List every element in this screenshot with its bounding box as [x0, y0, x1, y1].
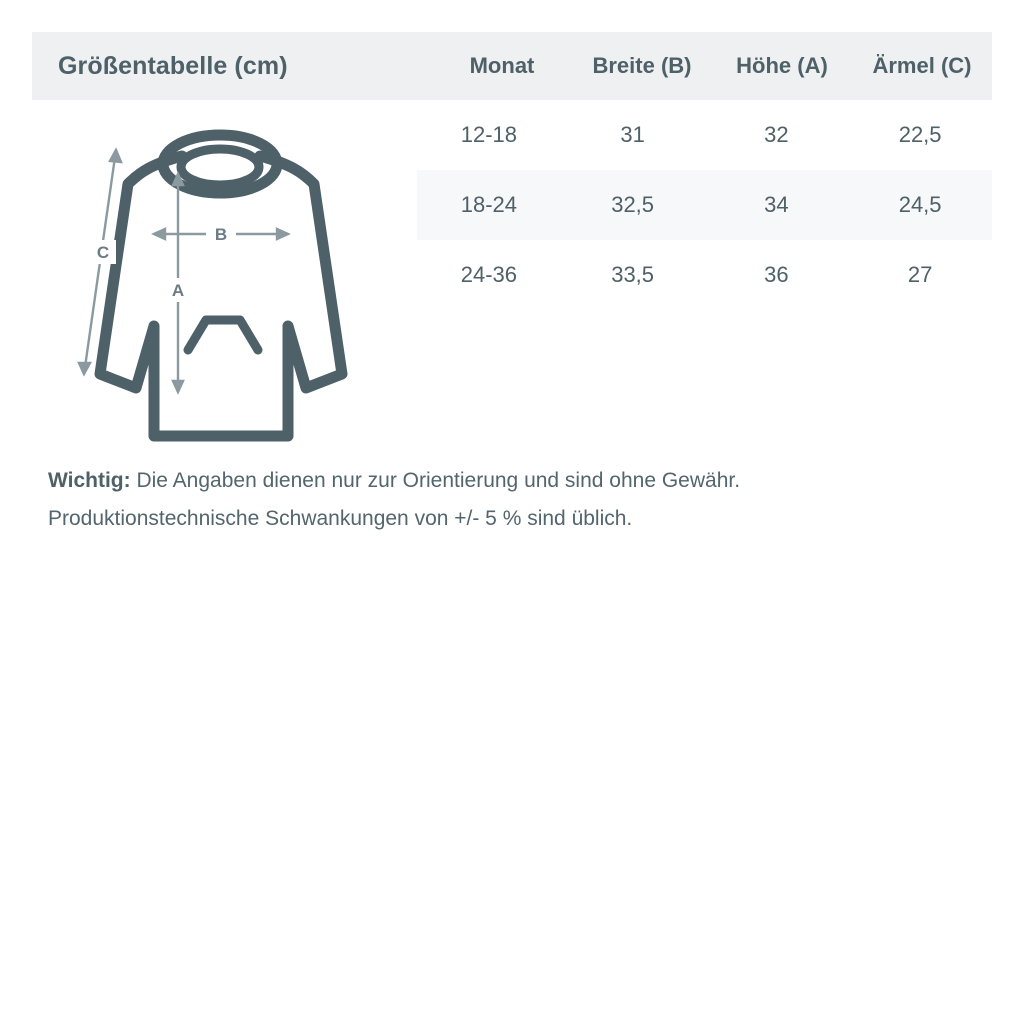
label-c: C [96, 243, 110, 262]
cell-monat: 24-36 [460, 262, 518, 287]
hood-inner [181, 149, 259, 185]
arrow-b-left [154, 229, 165, 239]
disclaimer-strong: Wichtig: [48, 469, 131, 492]
disclaimer-text-1: Die Angaben dienen nur zur Orientierung und sind ohne Gewähr. [130, 469, 741, 492]
cell-monat: 12-18 [460, 122, 518, 147]
hoodie-icon [32, 112, 417, 457]
cell-hoehe: 36 [764, 262, 789, 287]
cell-breite: 33,5 [611, 262, 655, 287]
cell-aermel: 24,5 [898, 192, 942, 217]
disclaimer [48, 462, 978, 538]
table-row [417, 240, 992, 310]
column-header-monat: Monat [469, 53, 535, 78]
arrow-b-right [277, 229, 288, 239]
cell-breite: 32,5 [611, 192, 655, 217]
arrow-a-bottom [173, 381, 183, 392]
disclaimer-line-2: Produktionstechnische Schwankungen von +/- 5 % sind üblich. [48, 507, 633, 530]
disclaimer-line-1 [48, 462, 978, 500]
label-b: B [214, 225, 228, 244]
cell-aermel: 27 [907, 262, 933, 287]
column-header-breite: Breite (B) [592, 53, 692, 78]
cell-hoehe: 34 [764, 192, 789, 217]
table-body [417, 100, 992, 310]
pocket [188, 320, 258, 350]
arrow-c-bottom [79, 363, 90, 374]
cell-aermel: 22,5 [898, 122, 942, 147]
hoodie-measurement-diagram [32, 112, 417, 457]
arrow-c-top [110, 150, 121, 162]
label-a: A [171, 281, 185, 300]
cell-monat: 18-24 [460, 192, 518, 217]
column-header-aermel: Ärmel (C) [872, 53, 972, 78]
cell-breite: 31 [620, 122, 645, 147]
column-header-hoehe: Höhe (A) [736, 53, 828, 78]
table-header [32, 32, 992, 100]
page-title: Größentabelle (cm) [58, 51, 288, 80]
column-headers [432, 53, 992, 79]
table-row [417, 170, 992, 240]
cell-hoehe: 32 [764, 122, 789, 147]
table-row [417, 100, 992, 170]
